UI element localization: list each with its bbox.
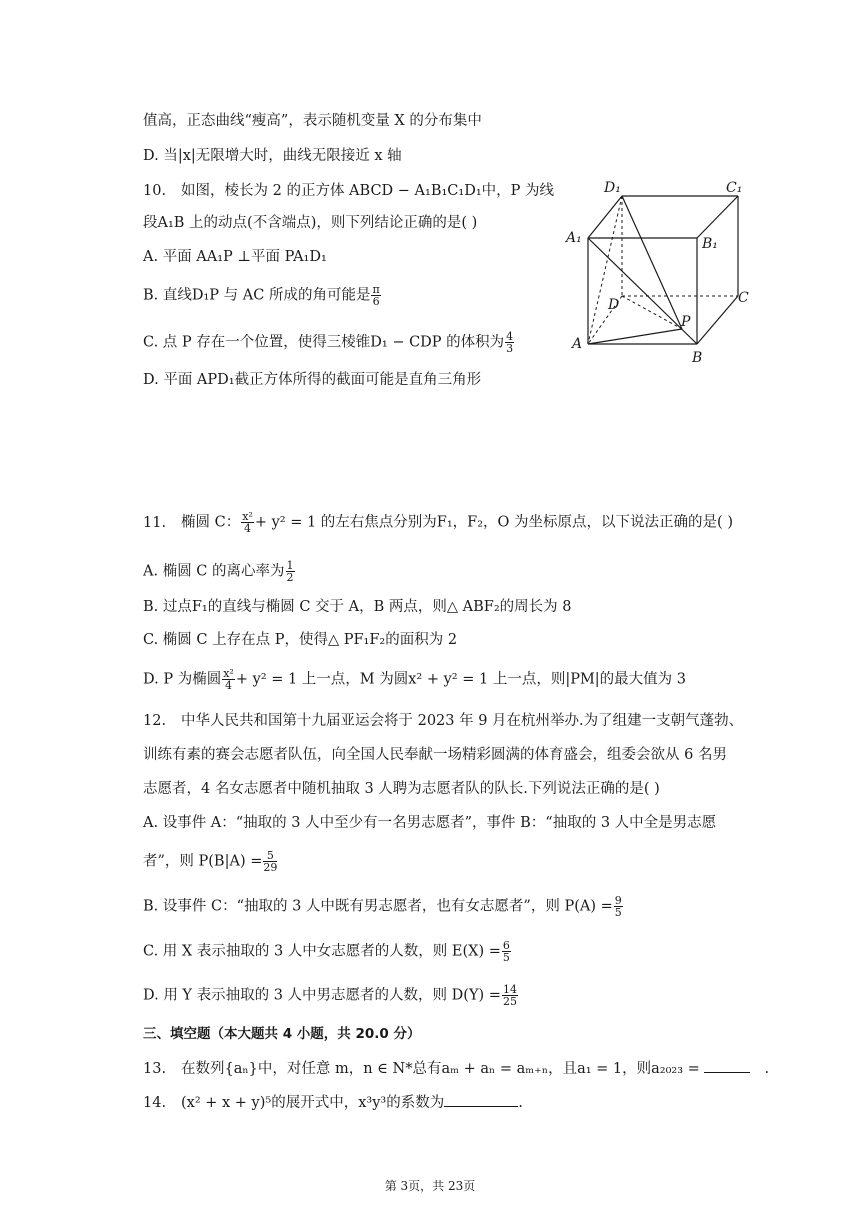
label-d1: D₁ bbox=[604, 180, 621, 196]
q10-option-c bbox=[143, 331, 515, 354]
q13-number: 13. bbox=[143, 1061, 167, 1077]
q11-option-c: C. 椭圆 C 上存在点 P，使得△ PF₁F₂的面积为 2 bbox=[143, 632, 458, 648]
q11-option-a-text: A. 椭圆 C 的离心率为 bbox=[143, 563, 285, 580]
fraction bbox=[614, 895, 623, 918]
fraction-den: 25 bbox=[502, 995, 517, 1008]
fraction-num: x² bbox=[242, 510, 253, 523]
label-p: P bbox=[681, 314, 691, 330]
page-footer: 第 3页，共 23页 bbox=[384, 1179, 476, 1193]
fraction-den: 4 bbox=[225, 679, 233, 692]
fraction-num: 6 bbox=[502, 939, 510, 952]
q11-option-b: B. 过点F₁的直线与椭圆 C 交于 A，B 两点，则△ ABF₂的周长为 8 bbox=[143, 599, 572, 615]
fraction-num: 1 bbox=[286, 559, 294, 572]
fraction bbox=[371, 284, 380, 307]
label-a1: A₁ bbox=[566, 230, 582, 246]
fraction-den: 3 bbox=[506, 342, 514, 355]
fraction bbox=[502, 984, 518, 1007]
q10-option-a: A. 平面 AA₁P ⊥平面 PA₁D₁ bbox=[143, 249, 327, 265]
q11-option-d bbox=[143, 668, 686, 691]
q12-stem-1 bbox=[143, 711, 743, 731]
q12-option-b-text: B. 设事件 C：“抽取的 3 人中既有男志愿者，也有女志愿者”，则 P(A) = bbox=[143, 898, 613, 915]
label-c1: C₁ bbox=[726, 180, 743, 196]
fraction bbox=[263, 850, 277, 873]
q12-option-d-text: D. 用 Y 表示抽取的 3 人中男志愿者的人数，则 D(Y) = bbox=[143, 987, 501, 1004]
q12-stem-2: 训练有素的赛会志愿者队伍，向全国人民奉献一场精彩圆满的体育盛会，组委会欲从 6 名男 bbox=[143, 747, 727, 763]
q12-option-c bbox=[143, 940, 512, 963]
text-line: 值高，正态曲线“瘦高”，表示随机变量 X 的分布集中 bbox=[143, 113, 482, 129]
q12-option-c-text: C. 用 X 表示抽取的 3 人中女志愿者的人数，则 E(X) = bbox=[143, 943, 501, 960]
q10-number: 10. bbox=[143, 183, 167, 199]
fraction bbox=[502, 940, 511, 963]
q11-stem-pre: 椭圆 C： bbox=[181, 514, 241, 531]
q12-option-a-2 bbox=[143, 850, 278, 873]
fraction bbox=[222, 668, 235, 691]
q10-option-d: D. 平面 APD₁截正方体所得的截面可能是直角三角形 bbox=[143, 372, 482, 388]
label-d: D bbox=[608, 297, 620, 313]
q13-text: 在数列{aₙ}中，对任意 m，n ∈ N*总有aₘ + aₙ = aₘ₊ₙ，且a₁ = 1，则a₂₀₂₃ = bbox=[181, 1061, 700, 1077]
q12-option-b bbox=[143, 895, 624, 918]
q11-option-d-post: + y² = 1 上一点，M 为圆x² + y² = 1 上一点，则|PM|的最大值为 3 bbox=[235, 671, 687, 688]
fraction-den: 2 bbox=[286, 571, 294, 584]
q11-stem-post: + y² = 1 的左右焦点分别为F₁，F₂，O 为坐标原点，以下说法正确的是( ) bbox=[254, 514, 733, 531]
q12-number: 12. bbox=[143, 713, 167, 729]
q14 bbox=[143, 1092, 523, 1113]
q11-option-a bbox=[143, 560, 296, 583]
fraction-den: 5 bbox=[614, 906, 622, 919]
fraction-den: 4 bbox=[244, 522, 252, 535]
q14-end: . bbox=[518, 1095, 523, 1111]
q13 bbox=[143, 1058, 769, 1079]
fraction-num: 9 bbox=[614, 894, 622, 907]
answer-blank[interactable] bbox=[704, 1058, 750, 1073]
q14-text: (x² + x + y)⁵的展开式中，x³y³的系数为 bbox=[181, 1095, 445, 1111]
q12-stem-3: 志愿者，4 名女志愿者中随机抽取 3 人聘为志愿者队的队长.下列说法正确的是( ) bbox=[143, 781, 660, 797]
fraction-num: π bbox=[372, 283, 380, 296]
fraction bbox=[241, 511, 254, 534]
q13-end: . bbox=[764, 1061, 770, 1077]
fraction-num: 4 bbox=[506, 330, 514, 343]
fraction bbox=[286, 560, 295, 583]
label-b1: B₁ bbox=[702, 236, 718, 252]
section-heading: 三、填空题（本大题共 4 小题，共 20.0 分） bbox=[143, 1026, 421, 1042]
fraction-den: 5 bbox=[502, 951, 510, 964]
answer-blank[interactable] bbox=[444, 1092, 518, 1107]
fraction-num: 5 bbox=[263, 850, 277, 862]
q11-stem bbox=[143, 511, 733, 534]
label-b: B bbox=[692, 350, 703, 366]
q14-number: 14. bbox=[143, 1095, 167, 1111]
fraction-num: 14 bbox=[502, 983, 517, 996]
fraction-num: x² bbox=[223, 667, 234, 680]
q12-option-a-1: A. 设事件 A：“抽取的 3 人中至少有一名男志愿者”，事件 B：“抽取的 3 人中全是男志愿 bbox=[143, 815, 717, 831]
q12-option-d bbox=[143, 984, 519, 1007]
option-d: D. 当|x|无限增大时，曲线无限接近 x 轴 bbox=[143, 148, 402, 164]
q10-stem-1 bbox=[143, 181, 554, 201]
label-a: A bbox=[572, 336, 583, 352]
q10-option-c-text: C. 点 P 存在一个位置，使得三棱锥D₁ − CDP 的体积为 bbox=[143, 334, 505, 351]
fraction-den: 6 bbox=[372, 295, 380, 308]
fraction-den: 29 bbox=[263, 861, 278, 874]
q10-stem-2: 段A₁B 上的动点(不含端点)，则下列结论正确的是( ) bbox=[143, 215, 478, 231]
q10-option-b bbox=[143, 284, 382, 307]
label-c: C bbox=[738, 290, 749, 306]
q11-number: 11. bbox=[143, 514, 167, 531]
q11-option-d-pre: D. P 为椭圆 bbox=[143, 671, 222, 688]
cube-figure bbox=[560, 176, 760, 368]
q10-option-b-text: B. 直线D₁P 与 AC 所成的角可能是 bbox=[143, 287, 371, 304]
q12-option-a-2-text: 者”，则 P(B|A) = bbox=[143, 853, 263, 870]
fraction bbox=[505, 331, 514, 354]
q12-stem-text: 中华人民共和国第十九届亚运会将于 2023 年 9 月在杭州举办.为了组建一支朝气蓬勃、 bbox=[181, 713, 744, 729]
q10-stem-text: 如图，棱长为 2 的正方体 ABCD − A₁B₁C₁D₁中，P 为线 bbox=[181, 183, 554, 199]
